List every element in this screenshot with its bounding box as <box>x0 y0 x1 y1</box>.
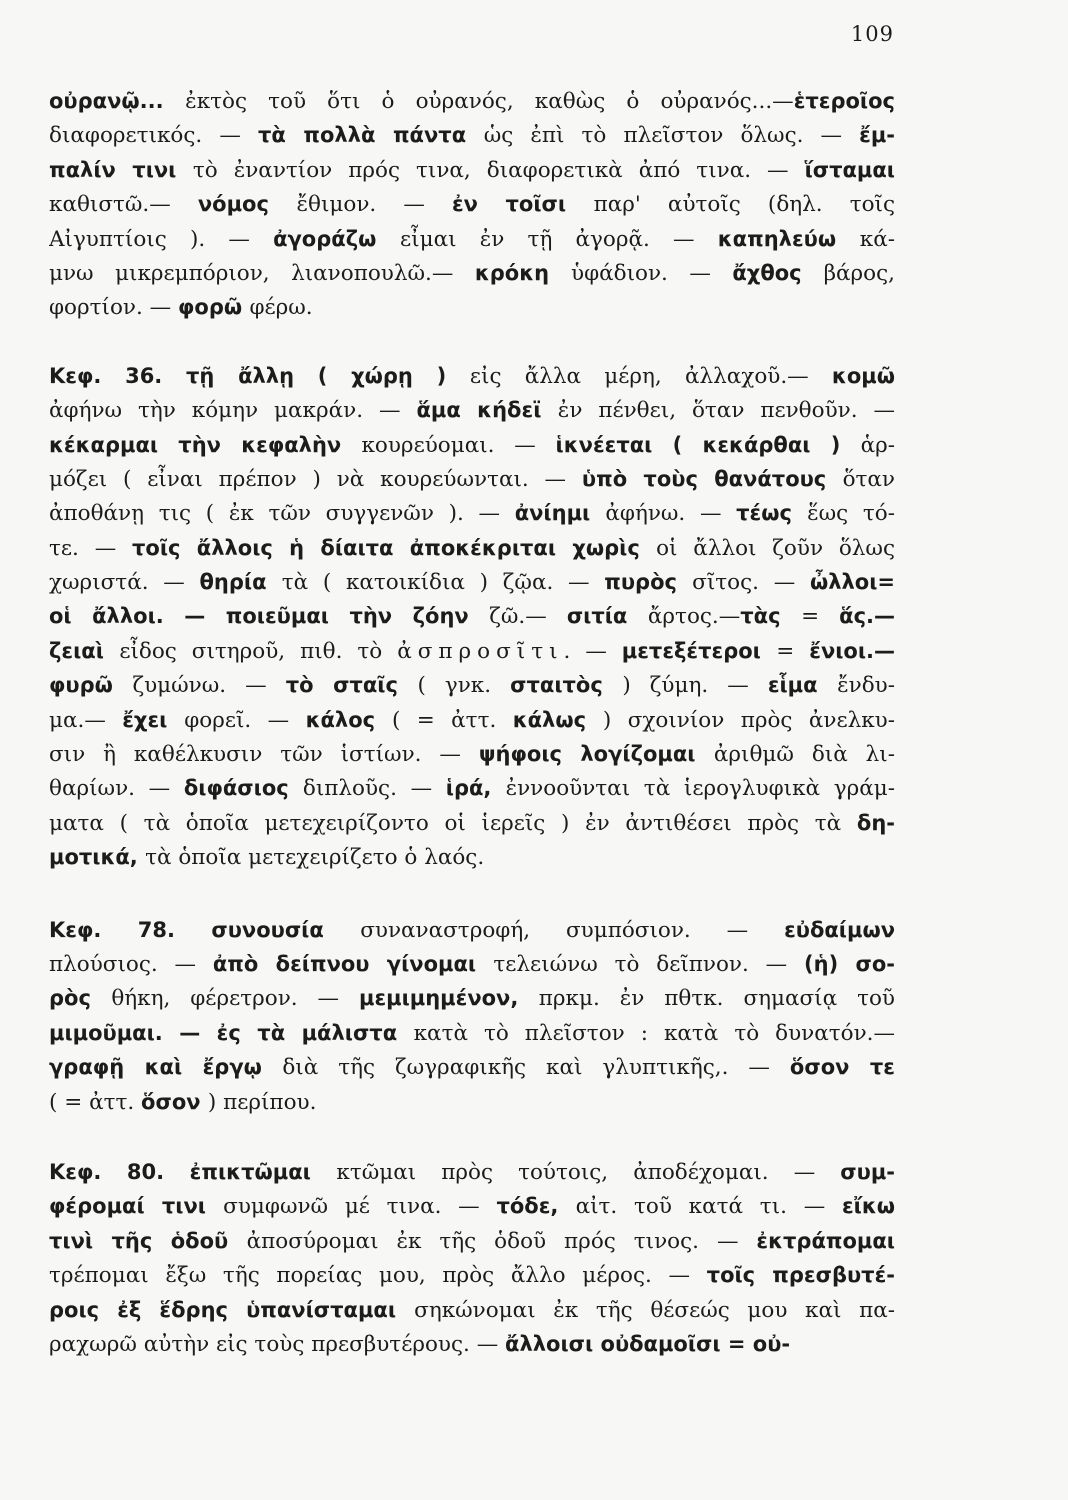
headword: κάλος <box>305 707 392 732</box>
text-line <box>49 1189 895 1223</box>
headword: ἔχει <box>122 707 185 732</box>
gloss: συμφωνῶ μέ τινα. — <box>223 1194 497 1220</box>
headword: τοῖς πρεσβυτέ- <box>706 1263 895 1288</box>
text-line <box>49 462 895 496</box>
headword: φυρῶ <box>49 673 133 698</box>
gloss: ὡς ἐπὶ τὸ πλεῖστον ὅλως. — <box>483 123 860 149</box>
headword: τὰ πολλὰ πάντα <box>257 123 484 148</box>
headword: ἄχθος <box>732 260 824 285</box>
headword: θηρία <box>199 570 282 595</box>
text-line <box>49 118 895 152</box>
text-line <box>49 496 895 530</box>
headword: κρόκη <box>474 260 572 285</box>
headword: (ἡ) σο- <box>804 951 895 976</box>
headword: σταιτὸς <box>510 673 623 698</box>
gloss: τελειώνω τὸ δεῖπνον. — <box>493 951 805 977</box>
gloss: διὰ τῆς ζωγραφικῆς καὶ γλυπτικῆς,. — <box>282 1055 790 1081</box>
headword: ἐκτράπομαι <box>756 1228 895 1253</box>
headword: τοῖς ἄλλοις ἡ δίαιτα ἀποκέκριται χωρὶς <box>132 535 657 560</box>
gloss: ζῶ.— <box>489 604 567 630</box>
headword: μιμοῦμαι. — ἐς τὰ μάλιστα <box>49 1020 414 1045</box>
gloss: χωριστά. — <box>49 570 200 596</box>
text-line <box>49 703 895 737</box>
headword: Κεφ. 78. συνουσία <box>49 917 361 942</box>
headword: γραφῇ καὶ ἔργῳ <box>49 1055 283 1080</box>
gloss: . — <box>563 638 622 664</box>
headword: ζειαὶ <box>49 638 120 663</box>
paragraph <box>49 913 895 1119</box>
gloss: βάρος, <box>823 260 895 286</box>
gloss: τρέπομαι ἔξω τῆς πορείας μου, πρὸς ἄλλο μέρος. — <box>49 1263 707 1289</box>
headword: οἱ ἄλλοι. — ποιεῦμαι τὴν ζόην <box>49 604 490 629</box>
headword: κάλως <box>512 707 603 732</box>
headword: κομῶ <box>831 363 895 388</box>
headword: τὰς <box>740 604 802 629</box>
gloss: ὅταν <box>842 466 895 492</box>
gloss: ὑφάδιον. — <box>571 260 733 286</box>
text-line <box>49 428 895 462</box>
text-line <box>49 1224 895 1258</box>
headword: ρὸς <box>49 986 112 1011</box>
text-line <box>49 1050 895 1084</box>
headword: Κεφ. 36. <box>49 363 187 388</box>
text-line <box>49 1258 895 1292</box>
headword: ἔνιοι.— <box>809 638 895 663</box>
text-line <box>49 153 895 187</box>
headword: σιτία <box>566 604 648 629</box>
paragraph <box>49 359 895 875</box>
gloss: μα.— <box>49 707 123 733</box>
text-line <box>49 393 895 427</box>
text-line <box>49 1327 895 1361</box>
paragraph <box>49 84 895 325</box>
headword: ἔμ- <box>859 123 895 148</box>
gloss: ( γνκ. <box>417 673 511 699</box>
headword: τέως <box>736 501 808 526</box>
text-line <box>49 565 895 599</box>
gloss: ἐν πένθει, ὅταν πενθοῦν. — <box>557 398 895 424</box>
gloss: κτῶμαι πρὸς τούτοις, ἀποδέχομαι. — <box>336 1159 841 1185</box>
headword: ὑπὸ τοὺς θανάτους <box>581 466 843 491</box>
gloss: ( = ἀττ. <box>49 1089 142 1115</box>
gloss: τὰ ὁποῖα μετεχειρίζετο ὁ λαός. <box>145 845 485 871</box>
gloss: ἕως τό- <box>807 501 895 527</box>
headword: ἄλλοισι οὐδαμοῖσι = οὐ- <box>505 1331 791 1356</box>
headword: ἀνίημι <box>514 501 606 526</box>
headword: ἅμα κήδεϊ <box>416 398 558 423</box>
headword: ἑτεροῖος <box>793 89 895 113</box>
text-line <box>49 771 895 805</box>
headword: νόμος <box>197 192 297 217</box>
gloss: = <box>776 638 810 664</box>
headword: εὐδαίμων <box>784 917 895 942</box>
gloss: σηκώνομαι ἐκ τῆς θέσεώς μου καὶ πα- <box>414 1297 895 1323</box>
gloss: ) περίπου. <box>207 1089 317 1115</box>
gloss: κουρεύομαι. — <box>361 432 556 458</box>
gloss: ζυμώνω. — <box>132 673 286 699</box>
headword: μεμιμημένον, <box>359 986 539 1011</box>
headword: ὅσον <box>141 1089 208 1114</box>
gloss: οἱ ἄλλοι ζοῦν ὅλως <box>656 535 895 561</box>
gloss: σιν ἢ καθέλκυσιν τῶν ἱστίων. — <box>49 742 479 768</box>
text-line <box>49 222 895 256</box>
gloss: καθιστῶ.— <box>49 192 198 218</box>
gloss: θήκη, φέρετρον. — <box>111 986 359 1012</box>
text-line <box>49 84 895 118</box>
headword: ψήφοις λογίζομαι <box>478 742 714 767</box>
headword: παλίν τινι <box>49 157 193 182</box>
gloss: διαφορετικός. — <box>49 123 258 149</box>
gloss: παρ' αὐτοῖς (δηλ. τοῖς <box>593 192 895 218</box>
gloss: ραχωρῶ αὐτὴν εἰς τοὺς πρεσβυτέρους. — <box>49 1331 506 1357</box>
gloss: θαρίων. — <box>49 776 184 802</box>
gloss: ἔθιμον. — <box>296 192 452 218</box>
headword: εἷμα <box>767 673 838 698</box>
text-line <box>49 1155 895 1189</box>
headword: μετεξέτεροι <box>621 638 777 663</box>
headword: φέρομαί τινι <box>49 1194 224 1219</box>
headword: ἱκνέεται ( κεκάρθαι ) <box>555 432 861 457</box>
gloss: ) ζύμη. — <box>622 673 768 699</box>
headword: πυρὸς <box>604 570 693 595</box>
gloss: συναναστροφή, συμπόσιον. — <box>360 917 785 943</box>
gloss: τὰ ( κατοικίδια ) ζῷα. — <box>281 570 605 596</box>
text-line <box>49 531 895 565</box>
gloss: εἶδος σιτηροῦ, πιθ. τὸ <box>119 638 398 664</box>
gloss: ἀποσύρομαι ἐκ τῆς ὁδοῦ πρός τινος. — <box>246 1228 757 1254</box>
gloss: ( = ἀττ. <box>391 707 513 733</box>
gloss: ματα ( τὰ ὁποῖα μετεχειρίζοντο οἱ ἱερεῖς ) ἐν ἀντιθέσει πρὸς τὰ <box>49 810 857 836</box>
gloss: ἐννοοῦνται τὰ ἱερογλυφικὰ γράμ- <box>505 776 895 802</box>
headword: κέκαρμαι τὴν κεφαλὴν <box>49 432 362 457</box>
gloss: τὸ ἐναντίον πρός τινα, διαφορετικὰ ἀπό τινα. — <box>192 157 805 183</box>
gloss: ἔνδυ- <box>837 673 895 699</box>
headword: μοτικά, <box>49 845 146 870</box>
paragraph <box>49 1155 895 1361</box>
text-line <box>49 1293 895 1327</box>
gloss: αἰτ. τοῦ κατά τι. — <box>575 1194 842 1220</box>
gloss: φορεῖ. — <box>184 707 306 733</box>
gloss: μνω μικρεμπόριον, λιανοπουλῶ.— <box>49 260 475 286</box>
text-line <box>49 737 895 771</box>
text-line <box>49 256 895 290</box>
gloss: φορτίον. — <box>49 295 178 321</box>
gloss: ἀφήνω. — <box>605 501 737 527</box>
page-number: 109 <box>850 22 894 46</box>
headword: ἅς.— <box>839 604 895 629</box>
headword: ἵσταμαι <box>804 157 895 182</box>
headword: Κεφ. 80. ἐπικτῶμαι <box>49 1159 337 1184</box>
gloss: ) σχοινίον πρὸς ἀνελκυ- <box>602 707 895 733</box>
headword: φορῶ <box>177 295 250 320</box>
gloss: κά- <box>859 226 895 252</box>
spaced-word: ἀσπροσῖτι <box>397 638 564 664</box>
text-line <box>49 947 895 981</box>
text-line <box>49 1016 895 1050</box>
headword: συμ- <box>840 1159 895 1184</box>
gloss: μόζει ( εἶναι πρέπον ) νὰ κουρεύωνται. — <box>49 466 582 492</box>
gloss: σῖτος. — <box>692 570 810 596</box>
text-line <box>49 599 895 633</box>
glossary-text <box>49 84 895 1361</box>
text-line <box>49 981 895 1015</box>
text-line <box>49 806 895 840</box>
text-line <box>49 668 895 702</box>
headword: τῇ ἄλλῃ ( χώρῃ ) <box>186 363 470 388</box>
gloss: εἶμαι ἐν τῇ ἀγορᾷ. — <box>400 226 718 252</box>
gloss: ἁρ- <box>860 432 895 458</box>
gloss: = <box>801 604 840 630</box>
gloss: Αἰγυπτίοις ). — <box>49 226 274 252</box>
gloss: ἄρτος.— <box>647 604 741 630</box>
gloss: εἰς ἄλλα μέρη, ἀλλαχοῦ.— <box>469 363 832 389</box>
gloss: ἀποθάνῃ τις ( ἐκ τῶν συγγενῶν ). — <box>49 501 515 527</box>
text-line <box>49 840 895 874</box>
headword: τινὶ τῆς ὁδοῦ <box>49 1228 247 1253</box>
text-line <box>49 290 895 324</box>
headword: ἐν τοῖσι <box>451 192 594 217</box>
gloss: πλούσιος. — <box>49 951 213 977</box>
headword: δη- <box>856 810 895 835</box>
gloss: φέρω. <box>249 295 313 321</box>
gloss: διπλοῦς. — <box>302 776 446 802</box>
text-line <box>49 634 895 668</box>
headword: τὸ σταῖς <box>285 673 418 698</box>
gloss: πρκμ. ἐν πθτκ. σημασίᾳ τοῦ <box>538 986 895 1012</box>
gloss: ἀφήνω τὴν κόμην μακράν. — <box>49 398 417 424</box>
text-line <box>49 187 895 221</box>
text-line <box>49 359 895 393</box>
headword: καπηλεύω <box>717 226 860 251</box>
headword: ροις ἐξ ἕδρης ὑπανίσταμαι <box>49 1297 415 1322</box>
text-line <box>49 913 895 947</box>
headword: εἴκω <box>841 1194 895 1219</box>
headword: τόδε, <box>496 1194 576 1219</box>
headword: οὐρανῷ... <box>49 89 186 113</box>
headword: ἀπὸ δείπνου γίνομαι <box>212 951 494 976</box>
headword: ἀγοράζω <box>273 226 401 251</box>
headword: ὦλλοι= <box>809 570 895 595</box>
headword: ὅσον τε <box>789 1055 895 1080</box>
gloss: ἐκτὸς τοῦ ὅτι ὁ οὐρανός, καθὼς ὁ οὐρανός...— <box>185 89 794 114</box>
gloss: ἀριθμῶ διὰ λι- <box>713 742 895 768</box>
headword: ἱρά, <box>445 776 506 801</box>
gloss: κατὰ τὸ πλεῖστον : κατὰ τὸ δυνατόν.— <box>413 1020 895 1046</box>
headword: διφάσιος <box>183 776 303 801</box>
text-line <box>49 1085 895 1119</box>
gloss: τε. — <box>49 535 133 561</box>
